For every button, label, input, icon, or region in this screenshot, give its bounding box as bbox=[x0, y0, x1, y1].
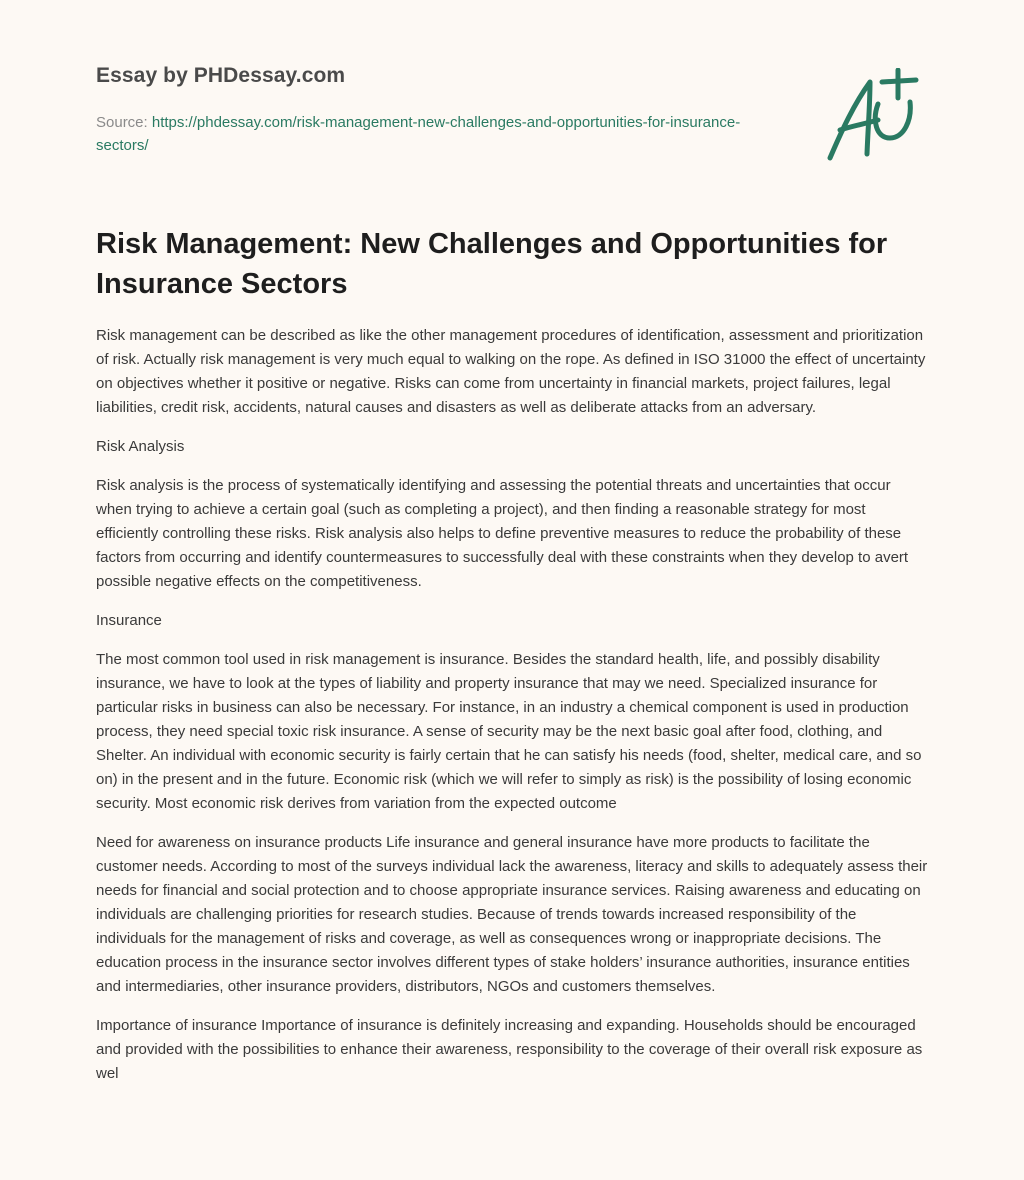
paragraph: The most common tool used in risk management is insurance. Besides the standard health, life, and possibly disability insurance, we have to look at the types of liability and property insurance that may we need. Specialized insurance for particular risks in business can also be necessary. For instance, in an industry a chemical component is used in production process, they need special toxic risk insurance. A sense of security may be the next basic goal after food, clothing, and Shelter. An individual with economic security is fairly certain that he can satisfy his needs (food, shelter, medical care, and so on) in the present and in the future. Economic risk (which we will refer to simply as risk) is the possibility of losing economic security. Most economic risk derives from variation from the expected outcome bbox=[96, 651, 922, 812]
paragraph: Risk analysis is the process of systematically identifying and assessing the potential threats and uncertainties that occur when trying to achieve a certain goal (such as completing a project), and then finding a reasonable strategy for most efficiently controlling these risks. Risk analysis also helps to define preventive measures to reduce the probability of these factors from occurring and identify countermeasures to successfully deal with these constraints when they develop to avert possible negative effects on the competitiveness. bbox=[96, 477, 909, 590]
source-label: Source: bbox=[96, 114, 148, 131]
paragraph: Need for awareness on insurance products Life insurance and general insurance have more products to facilitate the customer needs. According to most of the surveys individual lack the awareness, literacy and skills to adequately assess their needs for financial and social protection and to choose appropriate insurance services. Raising awareness and educating on individuals are challenging priorities for research studies. Because of trends towards increased responsibility of the individuals for the management of risks and coverage, as well as consequences wrong or inappropriate decisions. The education process in the insurance sector involves different types of stake holders’ insurance authorities, insurance entities and intermediaries, other insurance providers, distributors, NGOs and customers themselves. bbox=[96, 834, 928, 995]
source-link[interactable]: https://phdessay.com/risk-management-new-challenges-and-opportunities-for-insurance-sectors/ bbox=[96, 114, 741, 154]
section-heading-insurance: Insurance bbox=[96, 612, 162, 629]
essay-title: Risk Management: New Challenges and Opportunities for Insurance Sectors bbox=[96, 228, 888, 300]
source-line bbox=[96, 111, 786, 157]
paragraph: Risk management can be described as like the other management procedures of identification, assessment and prioritization of risk. Actually risk management is very much equal to walking on the rope. As defined in ISO 31000 the effect of uncertainty on objectives whether it positive or negative. Risks can come from uncertainty in financial markets, project failures, legal liabilities, credit risk, accidents, natural causes and disasters as well as deliberate attacks from an adversary. bbox=[96, 327, 926, 416]
paragraph: Importance of insurance Importance of insurance is definitely increasing and expanding. Households should be encouraged and provided with the possibilities to enhance their awareness, responsibility to the coverage of their overall risk exposure as wel bbox=[96, 1017, 923, 1082]
essay-body bbox=[96, 324, 930, 1101]
site-title: Essay by PHDessay.com bbox=[96, 64, 346, 87]
a-plus-logo-icon bbox=[820, 68, 930, 168]
section-heading-risk-analysis: Risk Analysis bbox=[96, 438, 185, 455]
